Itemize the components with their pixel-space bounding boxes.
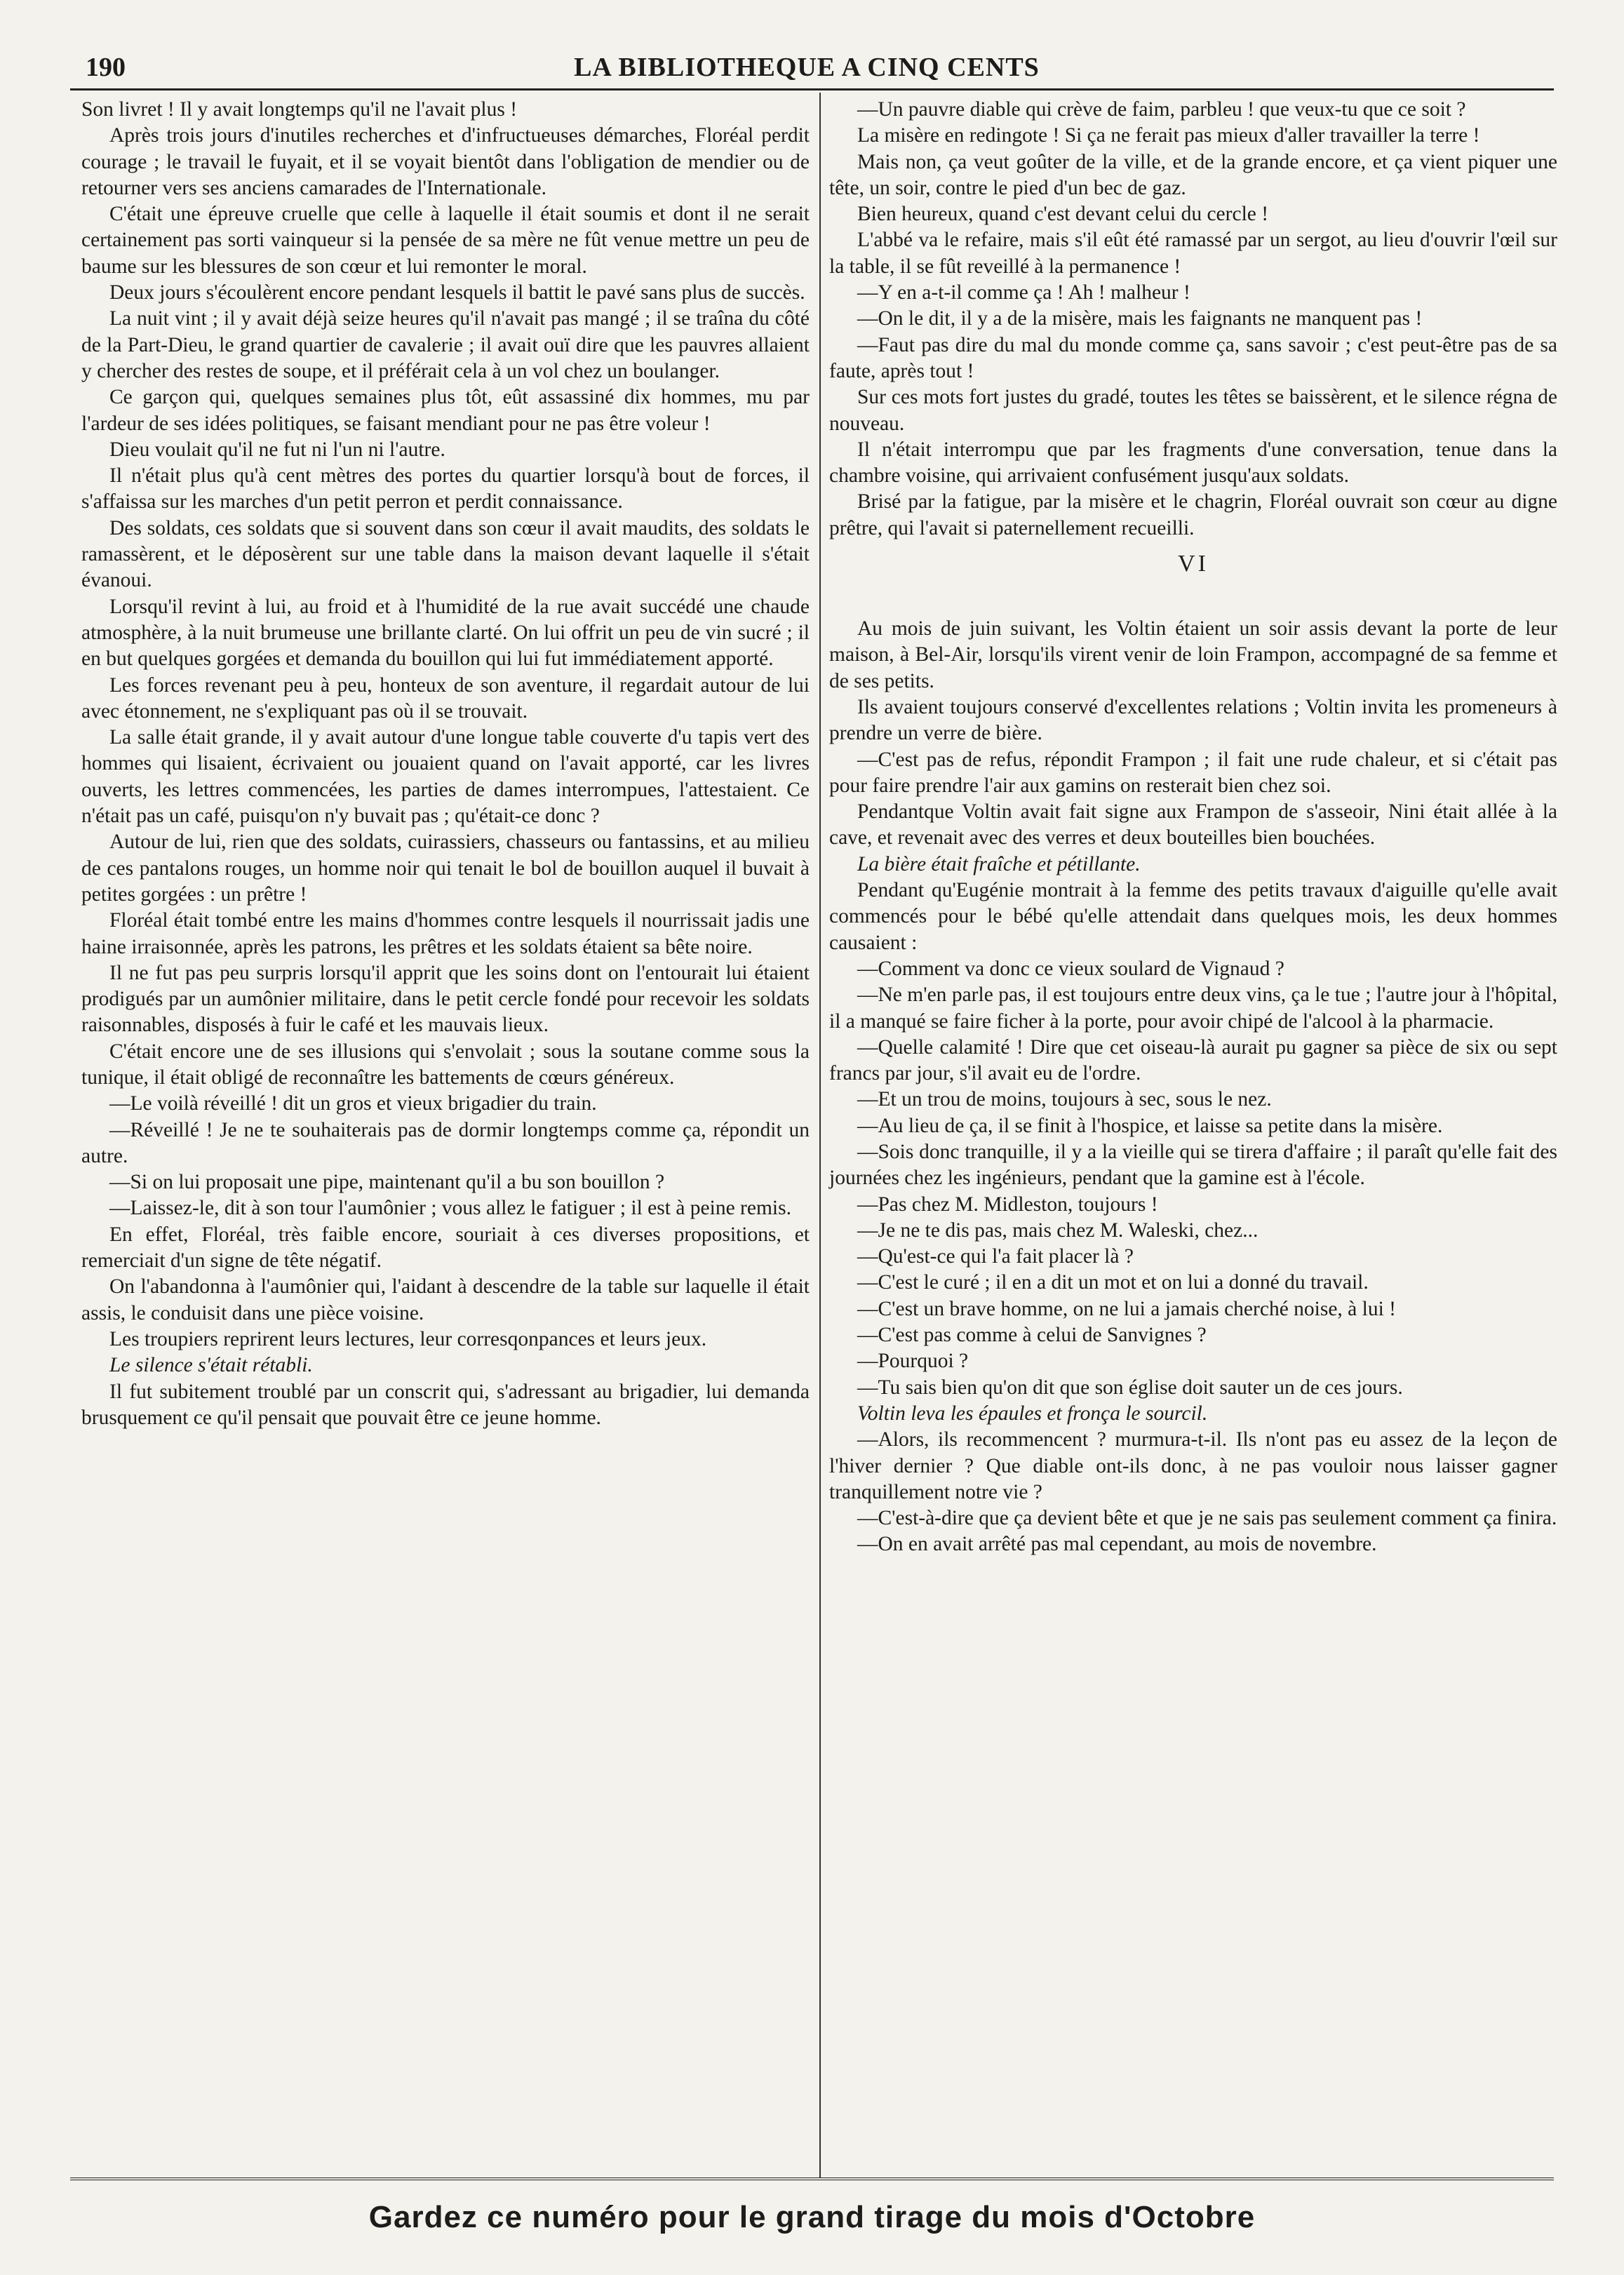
paragraph: Après trois jours d'inutiles recherches et d'infructueuses démarches, Floréal perdit courage ; le travail le fuyait, et il se voyait bientôt dans l'obligation de mendier ou de retourner vers ses anciens camarades de l'Internationale. [81, 124, 810, 199]
chapter-heading: VI [1178, 551, 1209, 577]
dialogue-line: —Pas chez M. Midleston, toujours ! [857, 1193, 1158, 1216]
paragraph: Au mois de juin suivant, les Voltin étaient un soir assis devant la porte de leur maison, à Bel-Air, lorsqu'ils virent venir de loin Frampon, accompagné de sa femme et de ses petits. [829, 617, 1557, 692]
paragraph: La misère en redingote ! Si ça ne ferait pas mieux d'aller travailler la terre ! [857, 124, 1480, 147]
dialogue-line: —Pourquoi ? [857, 1350, 969, 1373]
paragraph: Pendant qu'Eugénie montrait à la femme des petits travaux d'aiguille qu'elle avait commencés pour le bébé qu'elle attendait dans quelques mois, les deux hommes causaient : [829, 879, 1557, 954]
dialogue-line: —Alors, ils recommencent ? murmura-t-il. Ils n'ont pas eu assez de la leçon de l'hiver dernier ? Que diable ont-ils donc, à ne pas vouloir nous laisser gagner tranquillement notre vie ? [829, 1428, 1557, 1503]
paragraph: Brisé par la fatigue, par la misère et le chagrin, Floréal ouvrait son cœur au digne prêtre, qui l'avait si paternellement recueilli. [829, 490, 1557, 539]
paragraph: La bière était fraîche et pétillante. [857, 852, 1141, 875]
paragraph: Pendantque Voltin avait fait signe aux Frampon de s'asseoir, Nini était allée à la cave, et revenait avec des verres et deux bouteilles bien bouchées. [829, 800, 1557, 850]
page-number: 190 [86, 53, 126, 82]
dialogue-line: —On le dit, il y a de la misère, mais les faignants ne manquent pas ! [857, 307, 1423, 330]
dialogue-line: —Tu sais bien qu'on dit que son église doit sauter un de ces jours. [857, 1376, 1403, 1399]
dialogue-line: —Y en a-t-il comme ça ! Ah ! malheur ! [857, 281, 1190, 304]
left-column [81, 97, 810, 1431]
dialogue-line: —Et un trou de moins, toujours à sec, sous le nez. [857, 1088, 1272, 1111]
dialogue-line: —Quelle calamité ! Dire que cet oiseau-là aurait pu gagner sa pièce de six ou sept francs par jour, s'il avait eu de l'ordre. [829, 1035, 1557, 1085]
paragraph: Mais non, ça veut goûter de la ville, et de la grande encore, et ça vient piquer une tête, un soir, contre le pied d'un bec de gaz. [829, 150, 1557, 199]
paragraph: Sur ces mots fort justes du gradé, toutes les têtes se baissèrent, et le silence régna de nouveau. [829, 386, 1557, 435]
header-rule [70, 88, 1554, 90]
paragraph: En effet, Floréal, très faible encore, souriait à ces diverses propositions, et remerciait d'un signe de tête négatif. [81, 1223, 810, 1273]
paragraph: On l'abandonna à l'aumônier qui, l'aidant à descendre de la table sur laquelle il était assis, le conduisit dans une pièce voisine. [81, 1275, 810, 1324]
paragraph: Son livret ! Il y avait longtemps qu'il ne l'avait plus ! [81, 98, 518, 121]
paragraph: Il n'était interrompu que par les fragments d'une conversation, tenue dans la chambre voisine, qui arrivaient confusément jusqu'aux soldats. [829, 438, 1557, 488]
paragraph: Les forces revenant peu à peu, honteux de son aventure, il regardait autour de lui avec étonnement, ne s'expliquant pas où il se trouvait. [81, 673, 810, 723]
dialogue-line: —Un pauvre diable qui crève de faim, parbleu ! que veux-tu que ce soit ? [857, 98, 1466, 121]
dialogue-line: —Ne m'en parle pas, il est toujours entre deux vins, ça le tue ; l'autre jour à l'hôpital, il a manqué se faire ficher à la porte, pour avoir chipé de l'alcool à la pharmacie. [829, 984, 1557, 1033]
paragraph: Ce garçon qui, quelques semaines plus tôt, eût assassiné dix hommes, mu par l'ardeur de ses idées politiques, se faisant mendiant pour ne pas être voleur ! [81, 386, 810, 435]
dialogue-line: —C'est le curé ; il en a dit un mot et on lui a donné du travail. [857, 1271, 1369, 1294]
paragraph: Des soldats, ces soldats que si souvent dans son cœur il avait maudits, des soldats le ramassèrent, et le déposèrent sur une table dans la maison devant laquelle il s'était évanoui. [81, 516, 810, 592]
paragraph: Autour de lui, rien que des soldats, cuirassiers, chasseurs ou fantassins, et au milieu de ces pantalons rouges, un homme noir qui tenait le bol de bouillon auquel il buvait à petites gorgées : un prêtre ! [81, 831, 810, 906]
dialogue-line: —Je ne te dis pas, mais chez M. Waleski, chez... [857, 1219, 1259, 1242]
page-header [70, 51, 1543, 87]
paragraph: La nuit vint ; il y avait déjà seize heures qu'il n'avait pas mangé ; il se traîna du côté de la Part-Dieu, le grand quartier de cavalerie ; il avait ouï dire que les pauvres allaient y chercher des restes de soupe, et il préférait cela à un vol chez un boulanger. [81, 307, 810, 382]
dialogue-line: —Si on lui proposait une pipe, maintenant qu'il a bu son bouillon ? [109, 1171, 665, 1194]
dialogue-line: —Le voilà réveillé ! dit un gros et vieux brigadier du train. [109, 1092, 597, 1115]
paragraph: Dieu voulait qu'il ne fut ni l'un ni l'autre. [109, 438, 445, 461]
paragraph: Ils avaient toujours conservé d'excellentes relations ; Voltin invita les promeneurs à prendre un verre de bière. [829, 695, 1557, 745]
right-column [829, 97, 1557, 1558]
dialogue-line: —Faut pas dire du mal du monde comme ça, sans savoir ; c'est peut-être pas de sa faute, après tout ! [829, 333, 1557, 382]
paragraph: Le silence s'était rétabli. [109, 1354, 313, 1377]
paragraph: Il ne fut pas peu surpris lorsqu'il apprit que les soins dont on l'entourait lui étaient prodigués par un aumônier militaire, dans le petit cercle fondé pour recevoir les soldats raisonnables, disposés à fuir le café et les mauvais lieux. [81, 961, 810, 1037]
paragraph: Lorsqu'il revint à lui, au froid et à l'humidité de la rue avait succédé une chaude atmosphère, à la nuit brumeuse une brillante clarté. On lui offrit un peu de vin sucré ; il en but quelques gorgées et demanda du bouillon qui lui fut immédiatement apporté. [81, 595, 810, 671]
paragraph: Deux jours s'écoulèrent encore pendant lesquels il battit le pavé sans plus de succès. [109, 281, 805, 304]
paragraph: Bien heureux, quand c'est devant celui du cercle ! [857, 203, 1269, 226]
dialogue-line: —Réveillé ! Je ne te souhaiterais pas de dormir longtemps comme ça, répondit un autre. [81, 1118, 810, 1167]
dialogue-line: —Au lieu de ça, il se finit à l'hospice, et laisse sa petite dans la misère. [857, 1114, 1443, 1137]
dialogue-line: —Sois donc tranquille, il y a la vieille qui se tirera d'affaire ; il paraît qu'elle fait des journées chez les ingénieurs, pendant que la gamine est à l'école. [829, 1140, 1557, 1190]
column-divider [819, 93, 821, 2177]
dialogue-line: —On en avait arrêté pas mal cependant, au mois de novembre. [857, 1533, 1377, 1556]
dialogue-line: —C'est-à-dire que ça devient bête et que je ne sais pas seulement comment ça finira. [857, 1507, 1557, 1530]
dialogue-line: —Qu'est-ce qui l'a fait placer là ? [857, 1245, 1134, 1268]
paragraph: Il fut subitement troublé par un conscrit qui, s'adressant au brigadier, lui demanda brusquement ce qu'il pensait que pouvait être ce jeune homme. [81, 1380, 810, 1429]
paragraph: L'abbé va le refaire, mais s'il eût été ramassé par un sergot, au lieu d'ouvrir l'œil sur la table, il se fût reveillé à la permanence ! [829, 229, 1557, 278]
paragraph: La salle était grande, il y avait autour d'une longue table couverte d'u tapis vert des hommes qui lisaient, écrivaient ou jouaient quand on l'avait apporté, car les livres ouverts, les lettres commencées, les parties de dames interrompues, l'attestaient. Ce n'était pas un café, puisqu'on n'y buvait pas ; qu'était-ce donc ? [81, 726, 810, 828]
paragraph: Voltin leva les épaules et fronça le sourcil. [857, 1402, 1208, 1425]
dialogue-line: —C'est pas de refus, répondit Frampon ; il fait une rude chaleur, et si c'était pas pour faire prendre l'air aux gamins on resterait bien chez soi. [829, 748, 1557, 797]
paragraph: Il n'était plus qu'à cent mètres des portes du quartier lorsqu'à bout de forces, il s'affaissa sur les marches d'un petit perron et perdit connaissance. [81, 464, 810, 514]
running-title: LA BIBLIOTHEQUE A CINQ CENTS [574, 53, 1040, 82]
paragraph: C'était encore une de ses illusions qui s'envolait ; sous la soutane comme sous la tunique, il était obligé de reconnaître les battements de cœurs généreux. [81, 1040, 810, 1089]
paragraph: C'était une épreuve cruelle que celle à laquelle il était soumis et dont il ne serait certainement pas sorti vainqueur si la pensée de sa mère ne fût venue mettre un peu de baume sur les blessures de son cœur et lui remonter le moral. [81, 203, 810, 278]
dialogue-line: —Laissez-le, dit à son tour l'aumônier ; vous allez le fatiguer ; il est à peine remis. [109, 1197, 791, 1220]
dialogue-line: —C'est pas comme à celui de Sanvignes ? [857, 1324, 1207, 1347]
footer-banner: Gardez ce numéro pour le grand tirage du mois d'Octobre [368, 2200, 1256, 2234]
footer-rule [70, 2177, 1554, 2180]
dialogue-line: —Comment va donc ce vieux soulard de Vignaud ? [857, 957, 1284, 980]
paragraph: Les troupiers reprirent leurs lectures, leur corresqonpances et leurs jeux. [109, 1327, 707, 1350]
dialogue-line: —C'est un brave homme, on ne lui a jamais cherché noise, à lui ! [857, 1297, 1396, 1320]
paragraph: Floréal était tombé entre les mains d'hommes contre lesquels il nourrissait jadis une haine irraisonnée, après les patrons, les prêtres et les soldats étaient sa bête noire. [81, 909, 810, 958]
